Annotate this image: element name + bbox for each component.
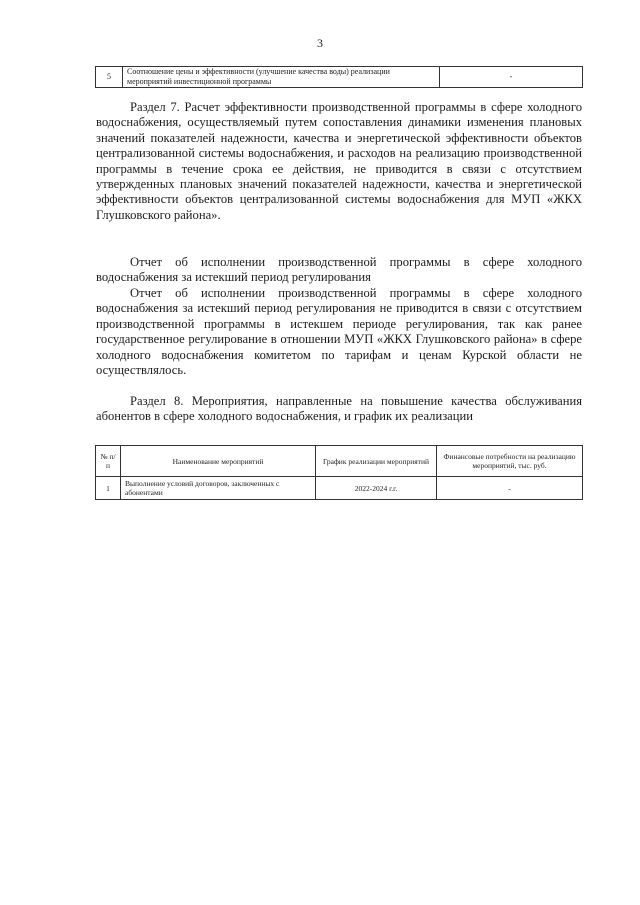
report-heading-paragraph: Отчет об исполнении производственной программы в сфере холодного водоснабжения за истекший период регулирования — [96, 255, 582, 285]
header-financial-needs: Финансовые потребности на реализацию мероприятий, тыс. руб. — [437, 446, 583, 477]
row-number-cell: 1 — [96, 477, 121, 500]
indicators-table — [95, 66, 583, 88]
report-body-paragraph: Отчет об исполнении производственной программы в сфере холодного водоснабжения за истекший период регулирования не приводится в связи с отсутствием производственной программы в истекшем периоде регулирования, так как ранее государственное регулирование в отношении МУП «ЖКХ Глушковского района» в сфере холодного водоснабжения комитетом по тарифам и ценам Курской области не осуществлялось. — [96, 286, 582, 378]
header-number: № п/п — [96, 446, 121, 477]
indicator-value-cell: - — [440, 67, 583, 88]
row-number-cell: 5 — [96, 67, 123, 88]
header-measure-name: Наименование мероприятий — [121, 446, 316, 477]
table-row — [96, 477, 583, 500]
financial-needs-cell: - — [437, 477, 583, 500]
measures-table — [95, 445, 583, 500]
section-8-paragraph: Раздел 8. Мероприятия, направленные на повышение качества обслуживания абонентов в сфере холодного водоснабжения, и график их реализации — [96, 394, 582, 424]
page-number: 3 — [317, 36, 323, 50]
table-row — [96, 67, 583, 88]
schedule-cell: 2022-2024 г.г. — [316, 477, 437, 500]
header-schedule: График реализации мероприятий — [316, 446, 437, 477]
table-header-row — [96, 446, 583, 477]
measure-name-cell: Выполнение условий договоров, заключенных с абонентами — [121, 477, 316, 500]
section-7-paragraph: Раздел 7. Расчет эффективности производственной программы в сфере холодного водоснабжения, осуществляемый путем сопоставления динамики изменения плановых значений показателей надежности, качества и энергетической эффективности объектов централизованной системы водоснабжения, и расходов на реализацию производственной программы в течение срока ее действия, не приводится в связи с отсутствием утвержденных плановых значений показателей надежности, качества и энергетической эффективности объектов централизованной системы водоснабжения для МУП «ЖКХ Глушковского района». — [96, 100, 582, 222]
indicator-name-cell: Соотношение цены и эффективности (улучшение качества воды) реализации мероприятий инвестиционной программы — [123, 67, 440, 88]
